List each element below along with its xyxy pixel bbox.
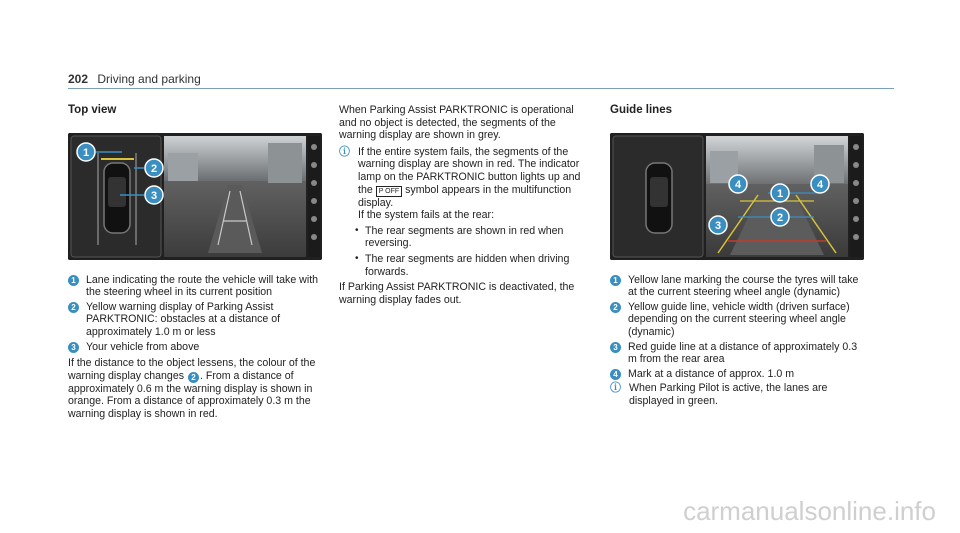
intro-paragraph: When Parking Assist PARKTRONIC is operational and no object is detected, the segments of the warning display are shown in grey. bbox=[339, 104, 574, 142]
guide-lines-camera-image bbox=[610, 133, 864, 260]
outro-paragraph: If Parking Assist PARKTRONIC is deactivated, the warning display fades out. bbox=[339, 281, 575, 306]
legend-number: 3 bbox=[68, 342, 79, 353]
legend-item: 4 Mark at a distance of approx. 1.0 m bbox=[610, 368, 864, 381]
column-top-view bbox=[68, 104, 322, 425]
info-icon: ⓘ bbox=[610, 382, 621, 395]
parktronic-off-symbol: P OFF bbox=[376, 186, 402, 197]
guide-lines-heading: Guide lines bbox=[610, 104, 672, 116]
svg-text:2: 2 bbox=[776, 211, 784, 224]
info-note: ⓘ When Parking Pilot is active, the lanes are displayed in green. bbox=[610, 382, 828, 407]
svg-text:3: 3 bbox=[714, 219, 722, 232]
list-item: • The rear segments are shown in red when reversing. bbox=[355, 224, 564, 250]
info-note: ⓘ If the entire system fails, the segments of the warning display are shown in red. The indicator lamp on the PARKTRONIC button lights up and the P OFF symbol appears in the multifunction display. If the system fails at the rear: bbox=[339, 145, 581, 222]
svg-text:2: 2 bbox=[150, 162, 158, 175]
legend-number: 1 bbox=[68, 275, 79, 286]
callout-3 bbox=[145, 186, 163, 204]
legend-item: 3 Red guide line at a distance of approximately 0.3 m from the rear area bbox=[610, 341, 864, 366]
top-view-camera-image bbox=[68, 133, 322, 260]
legend-item: 2 Yellow warning display of Parking Assist PARKTRONIC: obstacles at a distance of approximately 1.0 m or less bbox=[68, 301, 322, 339]
callout-2 bbox=[771, 208, 789, 226]
page-header bbox=[68, 72, 201, 86]
svg-text:1: 1 bbox=[82, 146, 90, 159]
watermark: carmanualsonline.info bbox=[683, 496, 936, 526]
legend-number: 2 bbox=[68, 302, 79, 313]
callout-4-left bbox=[729, 175, 747, 193]
inline-ref-number: 2 bbox=[188, 372, 199, 383]
legend-number: 4 bbox=[610, 369, 621, 380]
callout-3 bbox=[709, 216, 727, 234]
column-parktronic bbox=[339, 104, 593, 310]
legend-number: 2 bbox=[610, 302, 621, 313]
svg-text:3: 3 bbox=[150, 189, 158, 202]
legend-number: 3 bbox=[610, 342, 621, 353]
section-title: Driving and parking bbox=[97, 72, 201, 86]
list-item: • The rear segments are hidden when driving forwards. bbox=[355, 252, 570, 278]
callout-1 bbox=[771, 184, 789, 202]
legend-item: 1 Lane indicating the route the vehicle will take with the steering wheel in its current position bbox=[68, 274, 322, 299]
svg-text:4: 4 bbox=[816, 178, 824, 191]
callout-4-right bbox=[811, 175, 829, 193]
svg-text:4: 4 bbox=[734, 178, 742, 191]
svg-text:1: 1 bbox=[776, 187, 784, 200]
legend-number: 1 bbox=[610, 275, 621, 286]
page-number: 202 bbox=[68, 72, 89, 86]
legend-item: 3 Your vehicle from above bbox=[68, 341, 322, 354]
column-guide-lines bbox=[610, 104, 864, 411]
callout-1 bbox=[77, 143, 95, 161]
bullet-icon: • bbox=[355, 224, 359, 236]
distance-paragraph: If the distance to the object lessens, the colour of the warning display changes 2 . From a distance of approximately 0.6 m the warning display is shown in orange. From a distance of approximately 0.3 m the warning display is shown in red. bbox=[68, 357, 316, 420]
info-icon: ⓘ bbox=[339, 145, 350, 158]
legend-item: 2 Yellow guide line, vehicle width (driven surface) depending on the current steering wheel angle (dynamic) bbox=[610, 301, 864, 339]
legend-item: 1 Yellow lane marking the course the tyres will take at the current steering wheel angle (dynamic) bbox=[610, 274, 864, 299]
bullet-icon: • bbox=[355, 252, 359, 264]
top-view-heading: Top view bbox=[68, 104, 117, 116]
callout-2 bbox=[145, 159, 163, 177]
header-divider bbox=[68, 88, 894, 89]
